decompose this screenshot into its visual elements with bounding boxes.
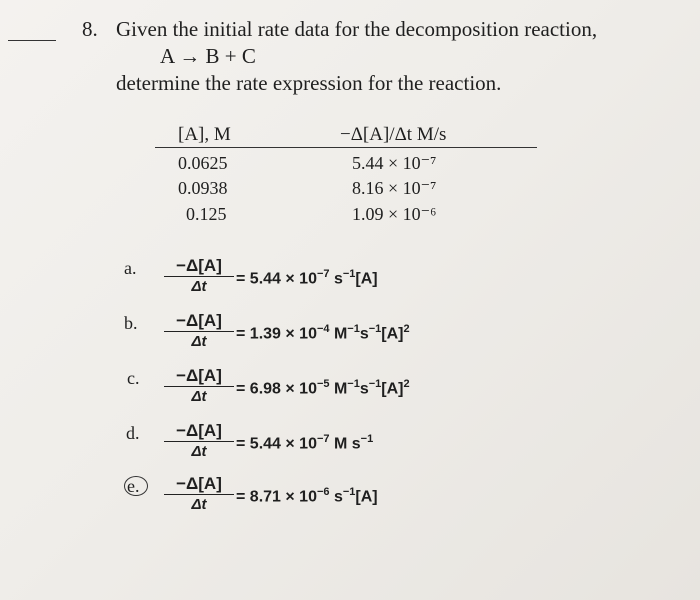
- question-prompt: Given the initial rate data for the decomposition reaction,: [116, 17, 598, 41]
- exponent: −1: [368, 378, 382, 390]
- rate-fraction: [162, 366, 236, 406]
- unit: M: [329, 325, 348, 343]
- unit: s: [359, 325, 369, 343]
- unit: M s: [329, 435, 361, 453]
- exponent: −1: [347, 323, 360, 335]
- exponent: −7: [316, 433, 330, 445]
- exponent: −4: [316, 323, 330, 335]
- exponent: −1: [368, 323, 382, 335]
- rate-fraction: [162, 474, 236, 514]
- rate-fraction: [162, 421, 236, 461]
- fraction-denominator: Δt: [191, 388, 207, 405]
- table-cell: 5.44 × 10⁻⁷: [352, 153, 437, 173]
- unit: s: [329, 488, 343, 506]
- answer-blank-line: [8, 40, 56, 41]
- rate-expression: [236, 378, 410, 398]
- exponent: −6: [316, 486, 330, 498]
- fraction-numerator: −Δ[A]: [176, 421, 222, 440]
- option-letter[interactable]: d.: [126, 423, 140, 443]
- equals-sign: =: [236, 488, 246, 506]
- order-exponent: 2: [403, 323, 410, 335]
- concentration-term: [A]: [381, 380, 404, 398]
- table-cell: 0.0938: [178, 178, 228, 198]
- exponent: −1: [342, 268, 356, 280]
- rate-coefficient: 5.44 × 10: [249, 270, 317, 288]
- rate-expression: [236, 486, 378, 506]
- table-cell: 0.125: [186, 204, 227, 224]
- unit: M: [329, 380, 348, 398]
- question-instruction: determine the rate expression for the reaction.: [116, 71, 502, 95]
- fraction-numerator: −Δ[A]: [176, 474, 222, 493]
- fraction-denominator: Δt: [191, 278, 207, 295]
- fraction-numerator: −Δ[A]: [176, 311, 222, 330]
- fraction-numerator: −Δ[A]: [176, 366, 222, 385]
- rate-expression: [236, 433, 373, 453]
- table-cell: 1.09 × 10⁻⁶: [352, 204, 437, 224]
- equals-sign: =: [236, 380, 246, 398]
- exponent: −1: [360, 433, 374, 445]
- question-number: 8.: [82, 17, 98, 41]
- concentration-term: [A]: [381, 325, 404, 343]
- reaction-equation: A → B + C: [160, 44, 256, 68]
- fraction-denominator: Δt: [191, 496, 207, 513]
- unit: s: [329, 270, 343, 288]
- equals-sign: =: [236, 270, 246, 288]
- exponent: −7: [316, 268, 330, 280]
- concentration-term: [A]: [355, 488, 378, 506]
- table-cell: 8.16 × 10⁻⁷: [352, 178, 437, 198]
- fraction-denominator: Δt: [191, 333, 207, 350]
- rate-coefficient: 1.39 × 10: [249, 325, 317, 343]
- exponent: −1: [342, 486, 356, 498]
- rate-expression: [236, 323, 410, 343]
- option-letter[interactable]: a.: [124, 258, 137, 278]
- rate-coefficient: 6.98 × 10: [249, 380, 317, 398]
- concentration-term: [A]: [355, 270, 378, 288]
- fraction-denominator: Δt: [191, 443, 207, 460]
- rate-coefficient: 5.44 × 10: [249, 435, 317, 453]
- rate-fraction: [162, 256, 236, 296]
- table-header-concentration: [A], M: [178, 124, 231, 145]
- table-header-rate: −Δ[A]/Δt M/s: [340, 124, 447, 145]
- option-letter[interactable]: e.: [127, 476, 140, 496]
- order-exponent: 2: [403, 378, 410, 390]
- table-cell: 0.0625: [178, 153, 228, 173]
- rate-expression: [236, 268, 378, 288]
- unit: s: [359, 380, 369, 398]
- equals-sign: =: [236, 325, 246, 343]
- option-letter[interactable]: b.: [124, 313, 138, 333]
- table-header-rule: [155, 147, 537, 148]
- option-letter[interactable]: c.: [127, 368, 140, 388]
- fraction-numerator: −Δ[A]: [176, 256, 222, 275]
- rate-coefficient: 8.71 × 10: [249, 488, 317, 506]
- equals-sign: =: [236, 435, 246, 453]
- exponent: −1: [347, 378, 360, 390]
- exponent: −5: [316, 378, 330, 390]
- rate-fraction: [162, 311, 236, 351]
